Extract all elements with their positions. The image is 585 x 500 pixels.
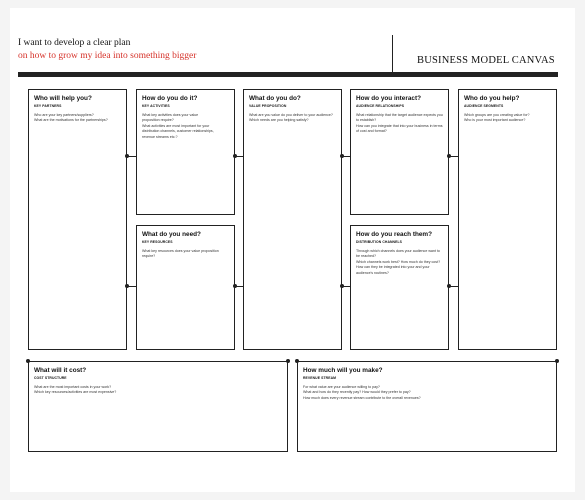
- question-line: Through which channels does your audience want to: [356, 248, 440, 253]
- header-bar: [18, 72, 558, 77]
- question-line: Which needs are you helping satisfy?: [249, 118, 309, 123]
- question-line: What are you value do you deliver to your audience?: [249, 112, 333, 117]
- header-divider: [392, 35, 393, 73]
- connector-dot: [125, 154, 129, 158]
- question-line: Who is your most important audience?: [464, 118, 526, 123]
- connector-dot: [340, 284, 344, 288]
- block-subtitle: AUDIENCE SEGMENTS: [464, 103, 504, 108]
- question-line: distribution channels, customer relationships,: [142, 129, 214, 134]
- question-line: audience's routines?: [356, 270, 389, 275]
- question-line: proposition require?: [142, 118, 174, 123]
- block-subtitle: COST STRUCTURE: [34, 375, 67, 380]
- question-line: What relationship that the target audience expects you: [356, 112, 443, 117]
- block-title: How do you do it?: [142, 95, 198, 102]
- block-questions: [464, 113, 551, 124]
- question-line: What key resources does your value proposition: [142, 248, 219, 253]
- question-line: What activities are most important for your: [142, 123, 210, 128]
- block-subtitle: DISTRIBUTION CHANNELS: [356, 239, 402, 244]
- block-questions: [34, 385, 282, 396]
- block-subtitle: AUDIENCE RELATIONSHIPS: [356, 103, 405, 108]
- block-questions: [356, 249, 443, 277]
- block-title: What do you need?: [142, 231, 201, 238]
- question-line: revenue streams etc.?: [142, 134, 178, 139]
- question-line: of cost and format?: [356, 129, 387, 134]
- block-subtitle: VALUE PROPOSITION: [249, 103, 287, 108]
- connector-dot: [26, 359, 30, 363]
- question-line: What and how do they recently pay? How would they prefer to pay?: [303, 390, 411, 395]
- question-line: Who are your key partners/suppliers?: [34, 112, 94, 117]
- connector-dot: [233, 154, 237, 158]
- connector-dot: [447, 154, 451, 158]
- connector-dot: [340, 154, 344, 158]
- question-line: For what value are your audience willing to pay?: [303, 384, 380, 389]
- key-activities-block: [136, 89, 235, 215]
- block-title: How do you reach them?: [356, 231, 432, 238]
- connector-dot: [286, 359, 290, 363]
- distribution-channels-block: [350, 225, 449, 350]
- block-subtitle: REVENUE STREAM: [303, 375, 337, 380]
- block-questions: [249, 113, 336, 124]
- revenue-stream-block: [297, 361, 557, 452]
- question-line: What key activities does your value: [142, 112, 199, 117]
- intro-line-2: on how to grow my idea into something bigger: [18, 51, 197, 61]
- block-title: Who will help you?: [34, 95, 92, 102]
- block-questions: [356, 113, 443, 135]
- question-line: to establish?: [356, 118, 377, 123]
- question-line: How can they be integrated into your and your: [356, 265, 430, 270]
- question-line: require?: [142, 254, 156, 259]
- connector-dot: [555, 359, 559, 363]
- block-subtitle: KEY ACTIVITIES: [142, 103, 170, 108]
- question-line: What are the most important costs in your work?: [34, 384, 112, 389]
- cost-structure-block: [28, 361, 288, 452]
- block-title: What will it cost?: [34, 367, 87, 374]
- question-line: Which key resources/activities are most expensive?: [34, 390, 117, 395]
- block-questions: [142, 113, 229, 141]
- question-line: How much does every revenue stream contribute to the overall revenues?: [303, 395, 421, 400]
- intro-line-1: I want to develop a clear plan: [18, 38, 131, 48]
- block-questions: [303, 385, 551, 402]
- question-line: Which channels work best? How much do they cost?: [356, 259, 441, 264]
- value-proposition-block: [243, 89, 342, 350]
- question-line: Which groups are you creating value for?: [464, 112, 530, 117]
- connector-dot: [295, 359, 299, 363]
- question-line: What are the motivations for the partnerships?: [34, 118, 108, 123]
- audience-segments-block: [458, 89, 557, 350]
- audience-relationships-block: [350, 89, 449, 215]
- connector-dot: [233, 284, 237, 288]
- block-title: How do you interact?: [356, 95, 421, 102]
- key-partners-block: [28, 89, 127, 350]
- block-title: What do you do?: [249, 95, 301, 102]
- block-title: How much will you make?: [303, 367, 383, 374]
- block-subtitle: KEY RESOURCES: [142, 239, 173, 244]
- question-line: be reached?: [356, 254, 376, 259]
- block-questions: [142, 249, 229, 260]
- connector-dot: [447, 284, 451, 288]
- block-title: Who do you help?: [464, 95, 520, 102]
- block-subtitle: KEY PARTNERS: [34, 103, 62, 108]
- key-resources-block: [136, 225, 235, 350]
- block-questions: [34, 113, 121, 124]
- canvas-title: BUSINESS MODEL CANVAS: [417, 55, 555, 66]
- question-line: How can you integrate that into your business in terms: [356, 123, 443, 128]
- connector-dot: [125, 284, 129, 288]
